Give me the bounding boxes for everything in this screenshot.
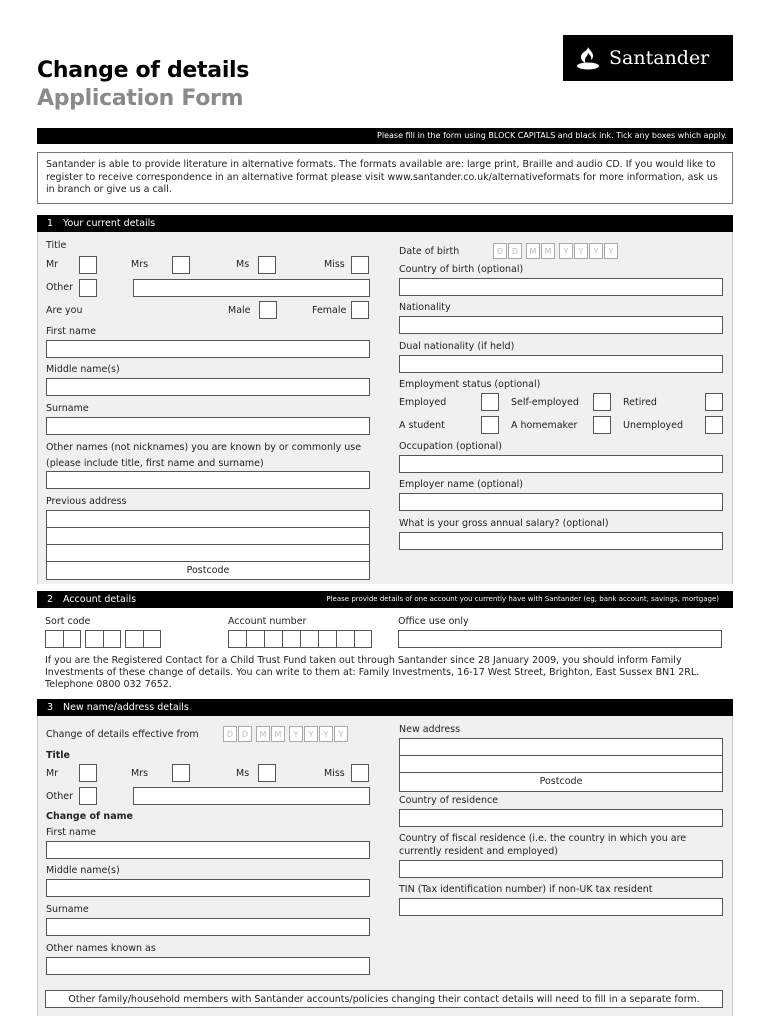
new-middle-names-input[interactable] <box>46 879 370 897</box>
miss-label: Miss <box>324 259 345 270</box>
section-1-header: 1 Your current details <box>37 215 733 232</box>
alternative-formats-notice: Santander is able to provide literature in alternative formats. The formats available are: large print, Braille and audio CD. If you would like to register to receive correspondence in an alternative format please visit www.santander.co.uk/alternativeformats for more information, ask us in branch or give us a call. <box>37 152 733 204</box>
surname-input[interactable] <box>46 417 370 435</box>
fiscal-residence-label: Country of fiscal residence (i.e. the country in which you are <box>399 833 687 844</box>
sort-code-label: Sort code <box>45 616 91 627</box>
employed-checkbox[interactable] <box>481 393 499 411</box>
male-checkbox[interactable] <box>259 301 277 319</box>
employment-label: Employment status (optional) <box>399 379 541 390</box>
new-mr-checkbox[interactable] <box>79 764 97 782</box>
section-2-panel <box>37 608 733 697</box>
tin-label: TIN (Tax identification number) if non-UK tax resident <box>399 884 653 895</box>
new-middle-names-label: Middle name(s) <box>46 865 120 876</box>
other-known-label: Other names known as <box>46 943 156 954</box>
new-mrs-checkbox[interactable] <box>172 764 190 782</box>
first-name-input[interactable] <box>46 340 370 358</box>
salary-input[interactable] <box>399 532 723 550</box>
other-names-input[interactable] <box>46 471 370 489</box>
new-first-name-input[interactable] <box>46 841 370 859</box>
homemaker-label: A homemaker <box>511 420 578 431</box>
middle-names-label: Middle name(s) <box>46 364 120 375</box>
country-residence-input[interactable] <box>399 809 723 827</box>
new-surname-label: Surname <box>46 904 89 915</box>
page-title: Change of details <box>37 58 250 83</box>
new-first-name-label: First name <box>46 827 96 838</box>
separate-form-notice: Other family/household members with Santander accounts/policies changing their contact details will need to fill in a separate form. <box>45 990 723 1008</box>
fiscal-residence-input[interactable] <box>399 860 723 878</box>
new-other-title-input[interactable] <box>133 787 370 805</box>
new-ms-label: Ms <box>236 768 250 779</box>
other-title-input[interactable] <box>133 279 370 297</box>
new-surname-input[interactable] <box>46 918 370 936</box>
dob-label: Date of birth <box>399 246 460 257</box>
section-3-panel <box>37 716 733 1016</box>
new-mrs-label: Mrs <box>131 768 149 779</box>
tin-input[interactable] <box>399 898 723 916</box>
retired-label: Retired <box>623 397 657 408</box>
section-2-note: Please provide details of one account you currently have with Santander (eg, bank account, savings, mortgage) <box>326 595 719 603</box>
mrs-label: Mrs <box>131 259 149 270</box>
employed-label: Employed <box>399 397 447 408</box>
new-mr-label: Mr <box>46 768 59 779</box>
student-checkbox[interactable] <box>481 416 499 434</box>
effective-date-label: Change of details effective from <box>46 729 199 740</box>
salary-label: What is your gross annual salary? (optional) <box>399 518 609 529</box>
surname-label: Surname <box>46 403 89 414</box>
new-miss-checkbox[interactable] <box>351 764 369 782</box>
self-employed-checkbox[interactable] <box>593 393 611 411</box>
effective-date-input[interactable]: D D M M Y Y Y Y <box>223 726 349 742</box>
occupation-label: Occupation (optional) <box>399 441 502 452</box>
new-postcode-label: Postcode <box>539 776 583 787</box>
male-label: Male <box>228 305 251 316</box>
self-employed-label: Self-employed <box>511 397 579 408</box>
sort-code-input[interactable] <box>45 630 161 648</box>
flame-icon <box>575 45 601 71</box>
dual-nationality-label: Dual nationality (if held) <box>399 341 515 352</box>
fiscal-residence-hint: currently resident and employed) <box>399 846 558 857</box>
middle-names-input[interactable] <box>46 378 370 396</box>
unemployed-label: Unemployed <box>623 420 684 431</box>
page-subtitle: Application Form <box>37 86 244 111</box>
country-residence-label: Country of residence <box>399 795 499 806</box>
other-names-label: Other names (not nicknames) you are known by or commonly use <box>46 442 362 453</box>
brand-name: Santander <box>609 47 710 69</box>
section-1-panel <box>37 232 733 584</box>
employer-label: Employer name (optional) <box>399 479 524 490</box>
section-3-header: 3 New name/address details <box>37 699 733 716</box>
section-2-header: 2 Account details Please provide details of one account you currently have with Santander (eg, bank account, savings, mortgage) <box>37 591 733 608</box>
account-number-label: Account number <box>228 616 307 627</box>
new-ms-checkbox[interactable] <box>258 764 276 782</box>
office-use-label: Office use only <box>398 616 469 627</box>
other-title-label: Other <box>46 282 73 293</box>
other-known-input[interactable] <box>46 957 370 975</box>
other-names-hint: (please include title, first name and surname) <box>46 458 264 469</box>
nationality-input[interactable] <box>399 316 723 334</box>
title-label: Title <box>46 240 67 251</box>
new-address-input[interactable] <box>399 738 723 792</box>
occupation-input[interactable] <box>399 455 723 473</box>
nationality-label: Nationality <box>399 302 451 313</box>
mrs-checkbox[interactable] <box>172 256 190 274</box>
mr-label: Mr <box>46 259 59 270</box>
ms-checkbox[interactable] <box>258 256 276 274</box>
other-title-checkbox[interactable] <box>79 279 97 297</box>
change-of-name-label: Change of name <box>46 811 133 822</box>
country-birth-input[interactable] <box>399 278 723 296</box>
new-address-label: New address <box>399 724 461 735</box>
instruction-banner: Please fill in the form using BLOCK CAPITALS and black ink. Tick any boxes which apply. <box>37 128 733 144</box>
female-checkbox[interactable] <box>351 301 369 319</box>
student-label: A student <box>399 420 445 431</box>
female-label: Female <box>312 305 347 316</box>
previous-address-label: Previous address <box>46 496 127 507</box>
new-other-title-checkbox[interactable] <box>79 787 97 805</box>
new-other-title-label: Other <box>46 791 73 802</box>
country-birth-label: Country of birth (optional) <box>399 264 524 275</box>
child-trust-fund-notice: If you are the Registered Contact for a Child Trust Fund taken out through Santander since 28 January 2009, you should inform Family Investments of these change of details. You can write to them at: Family Investments, 16-17 West Street, Brighton, East Sussex BN1 2RL. Telephone 0800 032 7652. <box>45 655 700 690</box>
new-title-label: Title <box>46 750 70 761</box>
dob-input[interactable]: D D M M Y Y Y Y <box>493 243 619 259</box>
new-miss-label: Miss <box>324 768 345 779</box>
employer-input[interactable] <box>399 493 723 511</box>
previous-postcode-label: Postcode <box>186 565 230 576</box>
retired-checkbox[interactable] <box>705 393 723 411</box>
are-you-label: Are you <box>46 305 83 316</box>
ms-label: Ms <box>236 259 250 270</box>
previous-address-input[interactable] <box>46 510 370 580</box>
account-number-input[interactable] <box>228 630 372 648</box>
homemaker-checkbox[interactable] <box>593 416 611 434</box>
miss-checkbox[interactable] <box>351 256 369 274</box>
dual-nationality-input[interactable] <box>399 355 723 373</box>
first-name-label: First name <box>46 326 96 337</box>
office-use-field <box>398 630 722 648</box>
mr-checkbox[interactable] <box>79 256 97 274</box>
unemployed-checkbox[interactable] <box>705 416 723 434</box>
brand-logo <box>563 35 733 81</box>
